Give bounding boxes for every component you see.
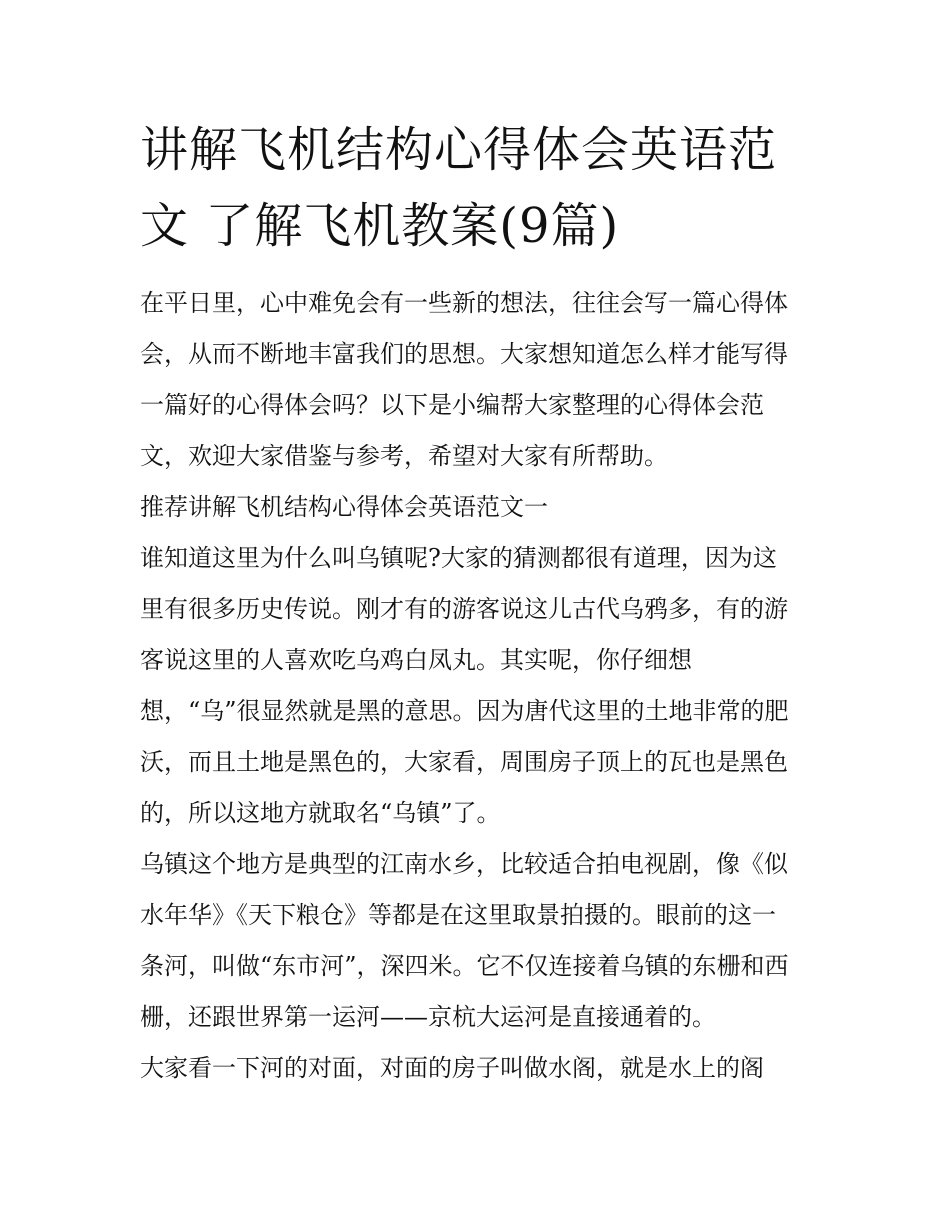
text-line-12: 乌镇这个地方是典型的江南水乡，比较适合拍电视剧，像《似 bbox=[140, 850, 788, 878]
text-line-15: 栅，还跟世界第一运河——京杭大运河是直接通着的。 bbox=[140, 1003, 716, 1031]
document-body bbox=[140, 278, 812, 1094]
text-line-16: 大家看一下河的对面，对面的房子叫做水阁，就是水上的阁 bbox=[140, 1054, 764, 1082]
text-line-8: 客说这里的人喜欢吃乌鸡白凤丸。其实呢，你仔细想 bbox=[140, 646, 692, 674]
text-line-4: 文，欢迎大家借鉴与参考，希望对大家有所帮助。 bbox=[140, 442, 668, 470]
text-line-3: 一篇好的心得体会吗？以下是小编帮大家整理的心得体会范 bbox=[140, 391, 764, 419]
title-line-2: 文 了解飞机教案(9篇) bbox=[140, 198, 620, 254]
text-line-1: 在平日里，心中难免会有一些新的想法，往往会写一篇心得体 bbox=[140, 289, 788, 317]
text-line-2: 会，从而不断地丰富我们的思想。大家想知道怎么样才能写得 bbox=[140, 340, 788, 368]
document-page bbox=[140, 112, 812, 1094]
text-line-6: 谁知道这里为什么叫乌镇呢?大家的猜测都很有道理，因为这 bbox=[140, 544, 777, 572]
text-line-13: 水年华》《天下粮仓》等都是在这里取景拍摄的。眼前的这一 bbox=[140, 901, 776, 929]
text-line-9: 想，“乌”很显然就是黑的意思。因为唐代这里的土地非常的肥 bbox=[140, 697, 789, 725]
text-line-7: 里有很多历史传说。刚才有的游客说这儿古代乌鸦多，有的游 bbox=[140, 595, 788, 623]
text-line-10: 沃，而且土地是黑色的，大家看，周围房子顶上的瓦也是黑色 bbox=[140, 748, 788, 776]
title-line-1: 讲解飞机结构心得体会英语范 bbox=[140, 122, 778, 178]
text-line-11: 的，所以这地方就取名“乌镇”了。 bbox=[140, 799, 501, 827]
text-line-14: 条河，叫做“东市河”，深四米。它不仅连接着乌镇的东栅和西 bbox=[140, 952, 789, 980]
document-title bbox=[140, 112, 812, 264]
section-heading: 推荐讲解飞机结构心得体会英语范文一 bbox=[140, 493, 548, 521]
